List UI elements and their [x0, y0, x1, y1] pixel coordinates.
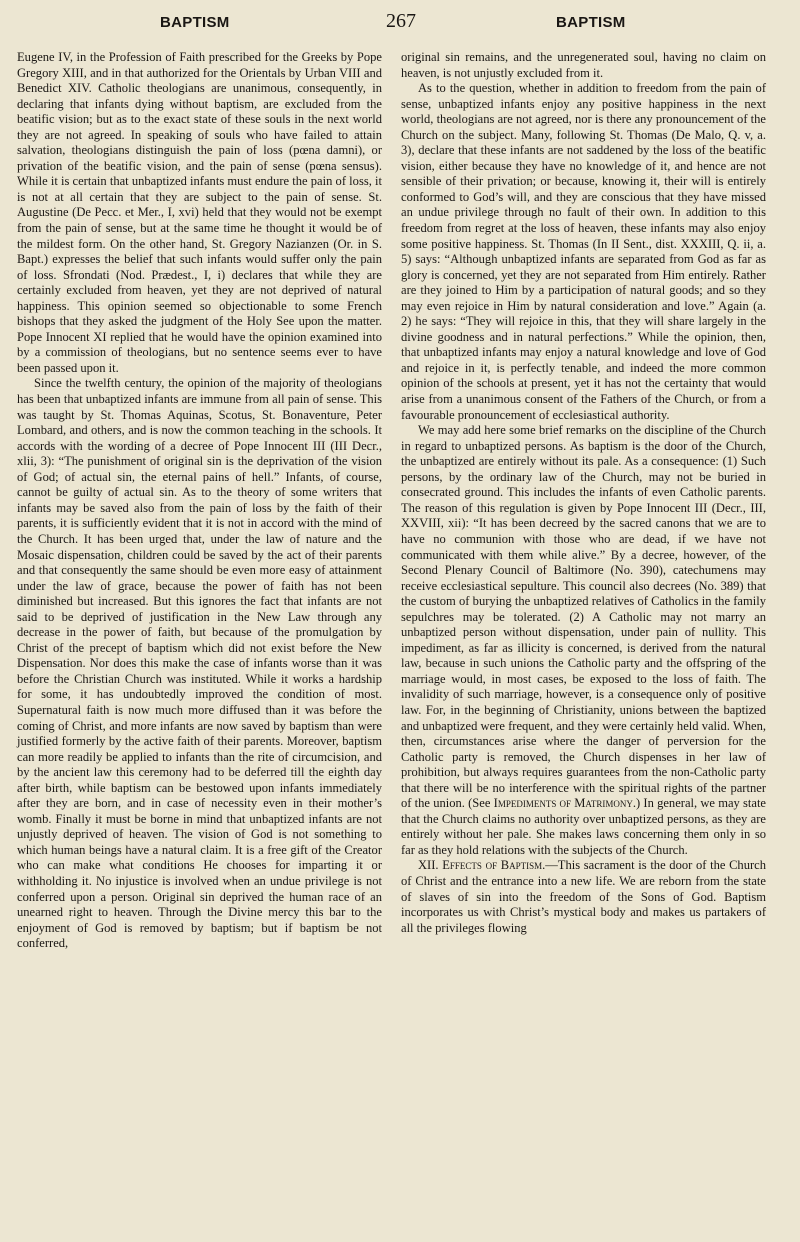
- page-number: 267: [386, 10, 416, 32]
- cross-reference-impediments-of-matrimony[interactable]: Impediments of Matrimony: [493, 796, 633, 811]
- section-number: XII.: [418, 858, 439, 873]
- left-paragraph-2: Since the twelfth century, the opinion of the majority of theologians has been that unbaptized infants are immune from all pain of sense. This was taught by St. Thomas Aquinas, Scotus, St. Bonaventure, Peter Lombard, and others, and is now the common teaching in the schools. It accords with the wording of a decree of Pope Innocent III (III Decr., xlii, 3): “The punishment of original sin is the deprivation of the vision of God; of actual sin, the eternal pains of hell.” Infants, of course, cannot be guilty of actual sin. As to the theory of some writers that infants may be saved also from the pain of loss by the faith of their parents, it is sufficiently evident that it is not in accord with the mind of the Church. It has been urged that, under the law of nature and the Mosaic dispensation, children could be saved by the act of their parents and that consequently the same should be even more easy of attainment under the law of grace, because the power of faith has not been diminished but increased. But this ignores the fact that infants are not said to be deprived of justification in the New Law through any decrease in the power of faith, but because of the promulgation by Christ of the precept of baptism which did not exist before the New Dispensation. Nor does this make the case of infants worse than it was before the Christian Church was instituted. While it works a hardship for some, it has undoubtedly improved the condition of most. Supernatural faith is now much more diffused than it was before the coming of Christ, and more infants are now saved by baptism than were justified formerly by the active faith of their parents. Moreover, baptism can more readily be applied to infants than the rite of circumcision, and by the ancient law this ceremony had to be deferred till the eighth day after birth, while baptism can be bestowed upon infants immediately after they are born, and in case of necessity even in their mother’s womb. Finally it must be borne in mind that unbaptized infants are not unjustly deprived of heaven. The vision of God is not something to which human beings have a natural claim. It is a free gift of the Creator who can make what conditions He chooses for imparting it or withholding it. No injustice is involved when an undue privilege is not conferred upon a person. Original sin deprived the human race of an unearned right to heaven. Through the Divine mercy this bar to the enjoyment of God is removed by baptism; but if baptism be not conferred,: [17, 376, 382, 951]
- header-left-word: BAPTISM: [160, 14, 230, 31]
- right-paragraph-1: original sin remains, and the unregenerated soul, having no claim on heaven, is not unjustly excluded from it.: [401, 50, 766, 80]
- right-paragraph-4-text: .—This sacrament is the door of the Church of Christ and the entrance into a new life. We are reborn from the state of slaves of sin into the freedom of the Sons of God. Baptism incorporates us with Christ’s mystical body and makes us partakers of all the privileges flowing: [401, 858, 767, 935]
- right-paragraph-2: As to the question, whether in addition to freedom from the pain of sense, unbaptized infants enjoy any positive happiness in the next world, theologians are not agreed, nor is there any pronouncement of the Church on the subject. Many, following St. Thomas (De Malo, Q. v, a. 3), declare that these infants are not saddened by the loss of the beatific vision, either because they have no knowledge of it, and hence are not sensible of their privation; or because, knowing it, their will is entirely conformed to God’s will, and they are conscious that they have missed an undue privilege through no fault of their own. In addition to this freedom from regret at the loss of heaven, these infants may also enjoy some positive happiness. St. Thomas (In II Sent., dist. XXXIII, Q. ii, a. 5) says: “Although unbaptized infants are separated from God as far as glory is concerned, yet they are not separated from Him entirely. Rather are they joined to Him by a participation of natural goods; and so they may even rejoice in Him by natural consideration and love.” Again (a. 2) he says: “They will rejoice in this, that they will share largely in the divine goodness and in natural perfections.” While the opinion, then, that unbaptized infants may enjoy a natural knowledge and love of God and rejoice in it, is perfectly tenable, and indeed the more common opinion of the schools at present, yet it has not the certainty that would arise from a unanimous consent of the Fathers of the Church, or from a favourable pronouncement of ecclesiastical authority.: [401, 81, 766, 422]
- section-heading-effects-of-baptism: Effects of Baptism: [442, 858, 543, 873]
- right-column: [401, 50, 766, 936]
- left-paragraph-1: Eugene IV, in the Profession of Faith prescribed for the Greeks by Pope Gregory XIII, and in that authorized for the Orientals by Urban VIII and Benedict XIV. Catholic theologians are unanimous, consequently, in declaring that infants dying without baptism, are excluded from the beatific vision; but as to the exact state of these souls in the next world they are not agreed. In speaking of souls who have failed to attain salvation, theologians distinguish the pain of loss (pœna damni), or privation of the beatific vision, and the pain of sense (pœna sensus). While it is certain that unbaptized infants must endure the pain of loss, it is not at all certain that they are subject to the pain of sense. St. Augustine (De Pecc. et Mer., I, xvi) held that they would not be exempt from the pain of sense, but at the same time he thought it would be of the mildest form. On the other hand, St. Gregory Nazianzen (Or. in S. Bapt.) expresses the belief that such infants would suffer only the pain of loss. Sfrondati (Nod. Prædest., I, i) declares that while they are certainly excluded from heaven, yet they are not deprived of natural happiness. This opinion seemed so objectionable to some French bishops that they asked the judgment of the Holy See upon the matter. Pope Innocent XI replied that he would have the opinion examined into by a commission of theologians, but no sentence seems ever to have been passed upon it.: [17, 50, 382, 375]
- right-paragraph-3-text-b: .) In general, we may state that the Church claims no authority over unbaptized persons, as they are entirely without her pale. She makes laws concerning them only in so far as they hold relations with the subjects of the Church.: [401, 796, 766, 857]
- right-paragraph-3: [401, 423, 766, 858]
- right-paragraph-4: [401, 858, 766, 936]
- right-paragraph-3-text-a: We may add here some brief remarks on the discipline of the Church in regard to unbaptized persons. As baptism is the door of the Church, the unbaptized are entirely without its pale. As a consequence: (1) Such persons, by the ordinary law of the Church, may not be buried in consecrated ground. This includes the infants of even Catholic parents. The reason of this regulation is given by Pope Innocent III (Decr., III, XXVIII, xii): “It has been decreed by the sacred canons that we are to have no communion with those who are dead, if we have not communicated with them while alive.” By a decree, however, of the Second Plenary Council of Baltimore (No. 390), catechumens may receive ecclesiastical sepulture. This council also decrees (No. 389) that the custom of burying the unbaptized relatives of Catholics in the family sepulchres may be tolerated. (2) A Catholic may not marry an unbaptized person without dispensation, under pain of nullity. This impediment, as far as illicity is concerned, is derived from the natural law, because in such unions the Catholic party and the offspring of the marriage would, in most cases, be exposed to the loss of faith. The invalidity of such marriage, however, is a consequence only of positive law. For, in the beginning of Christianity, unions between the baptized and unbaptized were frequent, and they were certainly held valid. When, then, circumstances arise where the danger of perversion for the Catholic party is removed, the Church dispenses in her law of prohibition, but always requires guarantees from the non-Catholic party that there will be no interference with the spiritual rights of the partner of the union. (See: [401, 423, 766, 811]
- header-right-word: BAPTISM: [556, 14, 626, 31]
- left-column: [17, 50, 382, 952]
- running-header: [0, 10, 800, 40]
